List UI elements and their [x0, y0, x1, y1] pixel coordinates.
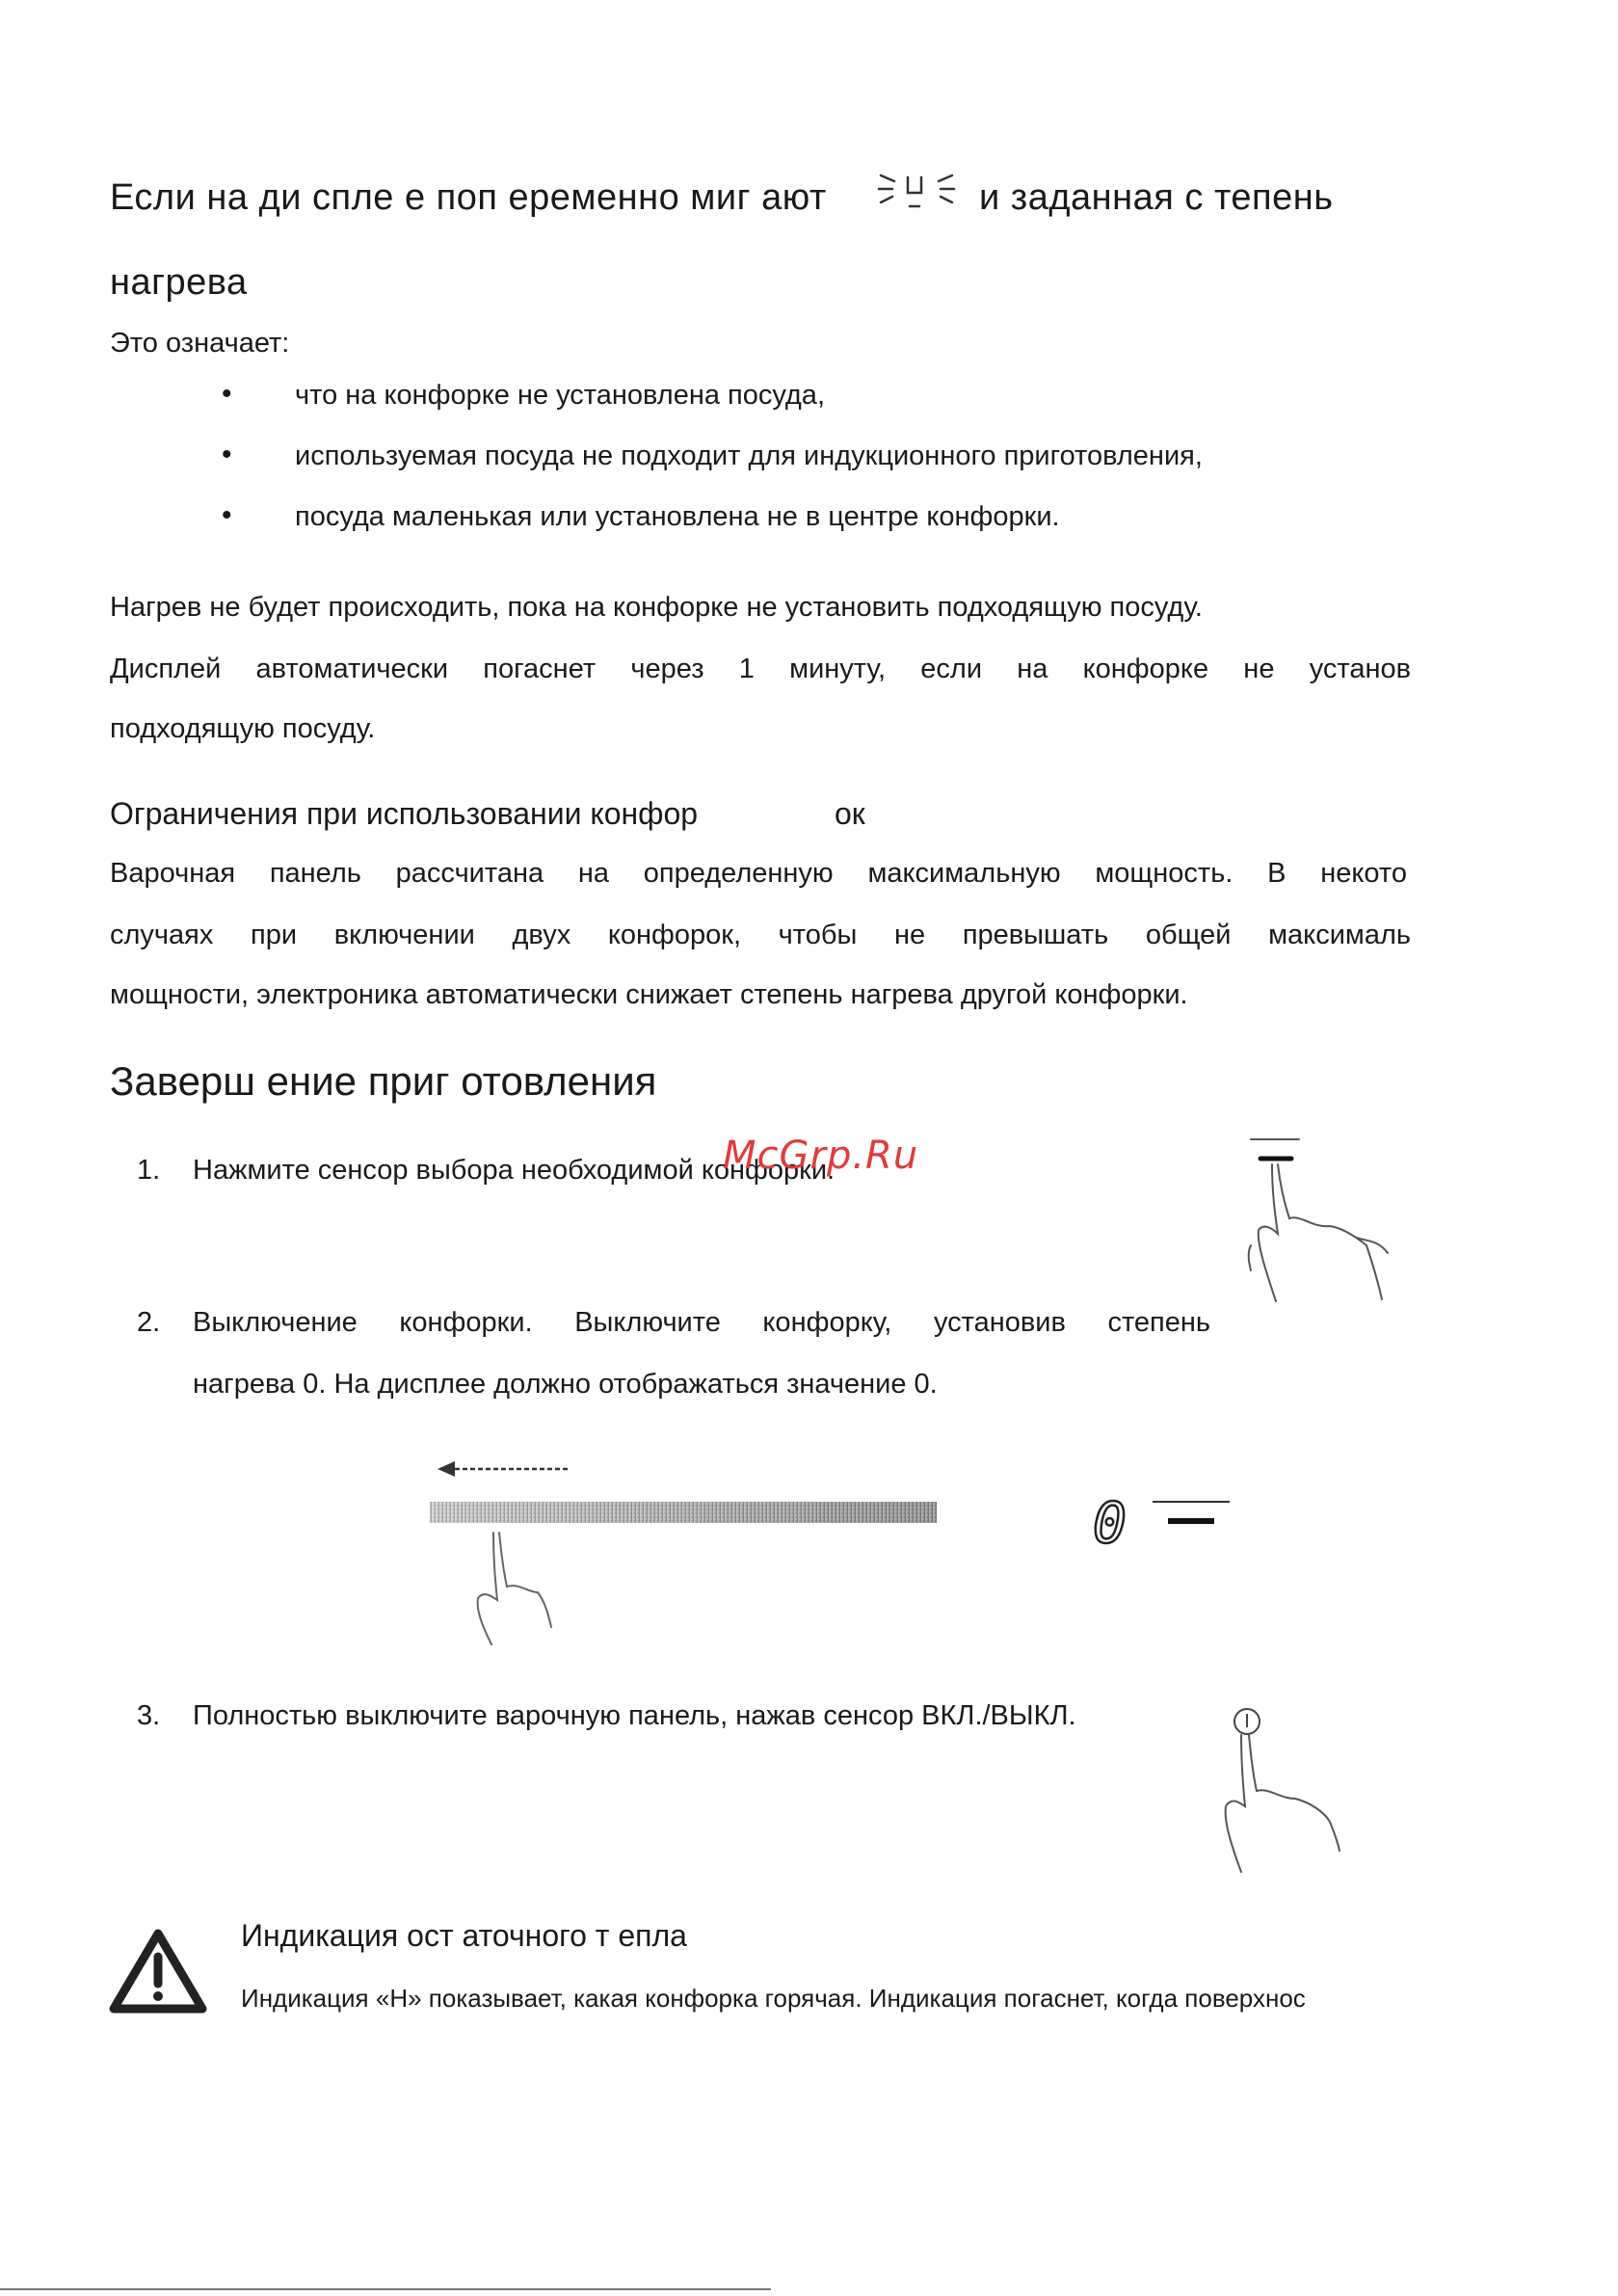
- list-item: используемая посуда не подходит для индукционного приготовления,: [295, 441, 1203, 471]
- section2-title-part1: Ограничения при использовании конфор: [110, 796, 699, 831]
- section1-para1: Нагрев не будет происходить, пока на конфорке не установить подходящую посуду.: [110, 592, 1203, 623]
- seven-segment-display: [1089, 1490, 1243, 1556]
- hand-pointer-icon: [478, 1533, 551, 1644]
- step-text: Полностью выключите варочную панель, нажав сенсор ВКЛ./ВЫКЛ.: [193, 1700, 1076, 1731]
- watermark: McGrp.Ru: [723, 1134, 919, 1178]
- list-item: посуда маленькая или установлена не в центре конфорки.: [295, 501, 1060, 532]
- step-text-line2: нагрева 0. На дисплее должно отображаться значение 0.: [193, 1369, 938, 1400]
- section2-para-line1: Варочная панель рассчитана на определенную максимальную мощность. В некото: [110, 858, 1407, 889]
- bullet-icon: •: [222, 499, 232, 531]
- section2-para-line2: случаях при включении двух конфорок, чтобы не превышать общей максималь: [110, 920, 1411, 950]
- step-number: 1.: [137, 1155, 161, 1186]
- blinking-u-icon: [875, 168, 958, 220]
- section1-title-part1: Если на ди спле е поп еременно миг ают: [110, 177, 827, 218]
- section4-text: Индикация «Н» показывает, какая конфорка горячая. Индикация погаснет, когда поверхнос: [241, 1984, 1306, 2013]
- section1-title: [110, 177, 827, 219]
- list-item: что на конфорке не установлена посуда,: [295, 380, 825, 411]
- step-number: 3.: [137, 1700, 161, 1731]
- section3-title: Заверш ение приг отовления: [110, 1058, 657, 1104]
- hand-pointer-icon: [1237, 1137, 1411, 1301]
- hand-pointer-icon: [1226, 1735, 1339, 1872]
- step-text: Нажмите сенсор выбора необходимой конфорки.: [193, 1155, 836, 1186]
- arrow-left-icon: [438, 1461, 570, 1477]
- section2-para-line3: мощности, электроника автоматически снижает степень нагрева другой конфорки.: [110, 979, 1188, 1010]
- section1-title-part2: и заданная с тепень: [979, 177, 1334, 218]
- section1-para2-line1: Дисплей автоматически погаснет через 1 минуту, если на конфорке не установ: [110, 654, 1411, 684]
- bullet-icon: •: [222, 378, 232, 410]
- display-digit: 0: [1093, 1490, 1127, 1556]
- bottom-divider: [0, 2288, 771, 2290]
- slider-illustration: [424, 1455, 964, 1648]
- section4-title: Индикация ост аточного т епла: [241, 1918, 687, 1953]
- step-number: 2.: [137, 1307, 161, 1338]
- section1-para2-line2: подходящую посуду.: [110, 713, 376, 744]
- step-text-line1: Выключение конфорки. Выключите конфорку, установив степень: [193, 1307, 1210, 1338]
- section1-intro: Это означает:: [110, 328, 290, 359]
- section1-title-line2: нагрева: [110, 262, 248, 303]
- power-sensor-icon: [1216, 1706, 1390, 1880]
- warning-triangle-icon: [108, 1928, 208, 2015]
- section2-title-part2: ок: [835, 796, 865, 831]
- bullet-icon: •: [222, 439, 232, 470]
